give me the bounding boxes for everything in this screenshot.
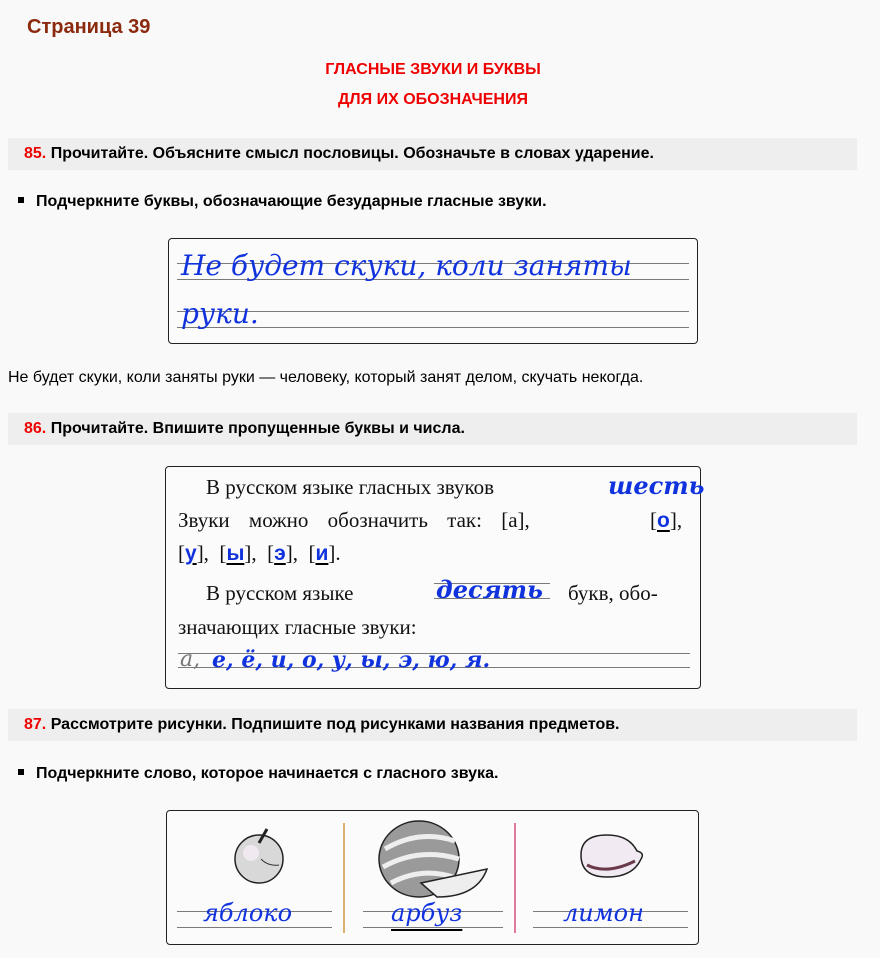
answer-desyat: десять — [436, 575, 543, 604]
task-instruction: Рассмотрите рисунки. Подпишите под рисунками названия предметов. — [50, 716, 620, 733]
watermelon-icon — [377, 819, 497, 899]
task-87-bullet — [18, 765, 498, 783]
text-p2-end: букв, обо- — [568, 581, 658, 605]
task-number: 85. — [24, 145, 47, 162]
answer-vowel-letters: е, ё, и, о, у, ы, э, ю, я. — [212, 647, 491, 673]
apple-icon — [229, 825, 289, 885]
task-85-handwriting-box — [168, 238, 698, 344]
given-letter-a: а, — [180, 647, 201, 672]
bullet-square-icon — [18, 769, 24, 775]
task-86-text-box — [165, 466, 705, 689]
task-87-header — [8, 709, 857, 741]
text-p1-line2: Звуки можно обозначить так: [а], — [178, 508, 530, 532]
text-p2-start: В русском языке — [206, 581, 354, 605]
task-instruction: Прочитайте. Впишите пропущенные буквы и числа. — [50, 420, 465, 437]
page-title: Страница 39 — [27, 16, 151, 38]
text-p2-line2: значающих гласные звуки: — [178, 615, 417, 639]
task-instruction: Прочитайте. Объясните смысл пословицы. Обозначьте в словах ударение. — [50, 145, 654, 162]
task-number: 87. — [24, 716, 47, 733]
caption-lemon: лимон — [563, 899, 644, 927]
sounds-line: [у], [ы], [э], [и]. — [178, 541, 341, 565]
handwritten-line1: Не будет скуки, коли заняты — [181, 249, 632, 282]
task-85-bullet — [18, 193, 547, 211]
task-87-pictures-box — [166, 810, 699, 945]
bullet-text: Подчеркните слово, которое начинается с гласного звука. — [36, 765, 499, 782]
bullet-text: Подчеркните буквы, обозначающие безударные гласные звуки. — [36, 193, 547, 210]
bullet-square-icon — [18, 197, 24, 203]
chapter-title-line1: ГЛАСНЫЕ ЗВУКИ И БУКВЫ — [325, 61, 541, 78]
caption-apple: яблоко — [203, 899, 293, 927]
sound-o: [о], — [650, 508, 683, 532]
answer-shest: шесть — [608, 471, 705, 500]
handwritten-line2: руки. — [181, 297, 259, 330]
chapter-title-line2: ДЛЯ ИХ ОБОЗНАЧЕНИЯ — [338, 91, 528, 108]
task-86-header — [8, 413, 857, 445]
lemon-icon — [577, 831, 647, 881]
text-p1-start: В русском языке гласных звуков — [206, 475, 495, 499]
task-number: 86. — [24, 420, 47, 437]
proverb-explanation: Не будет скуки, коли заняты руки — человеку, который занят делом, скучать некогда. — [8, 369, 644, 386]
task-85-header — [8, 138, 857, 170]
caption-watermelon: арбуз — [391, 899, 463, 927]
